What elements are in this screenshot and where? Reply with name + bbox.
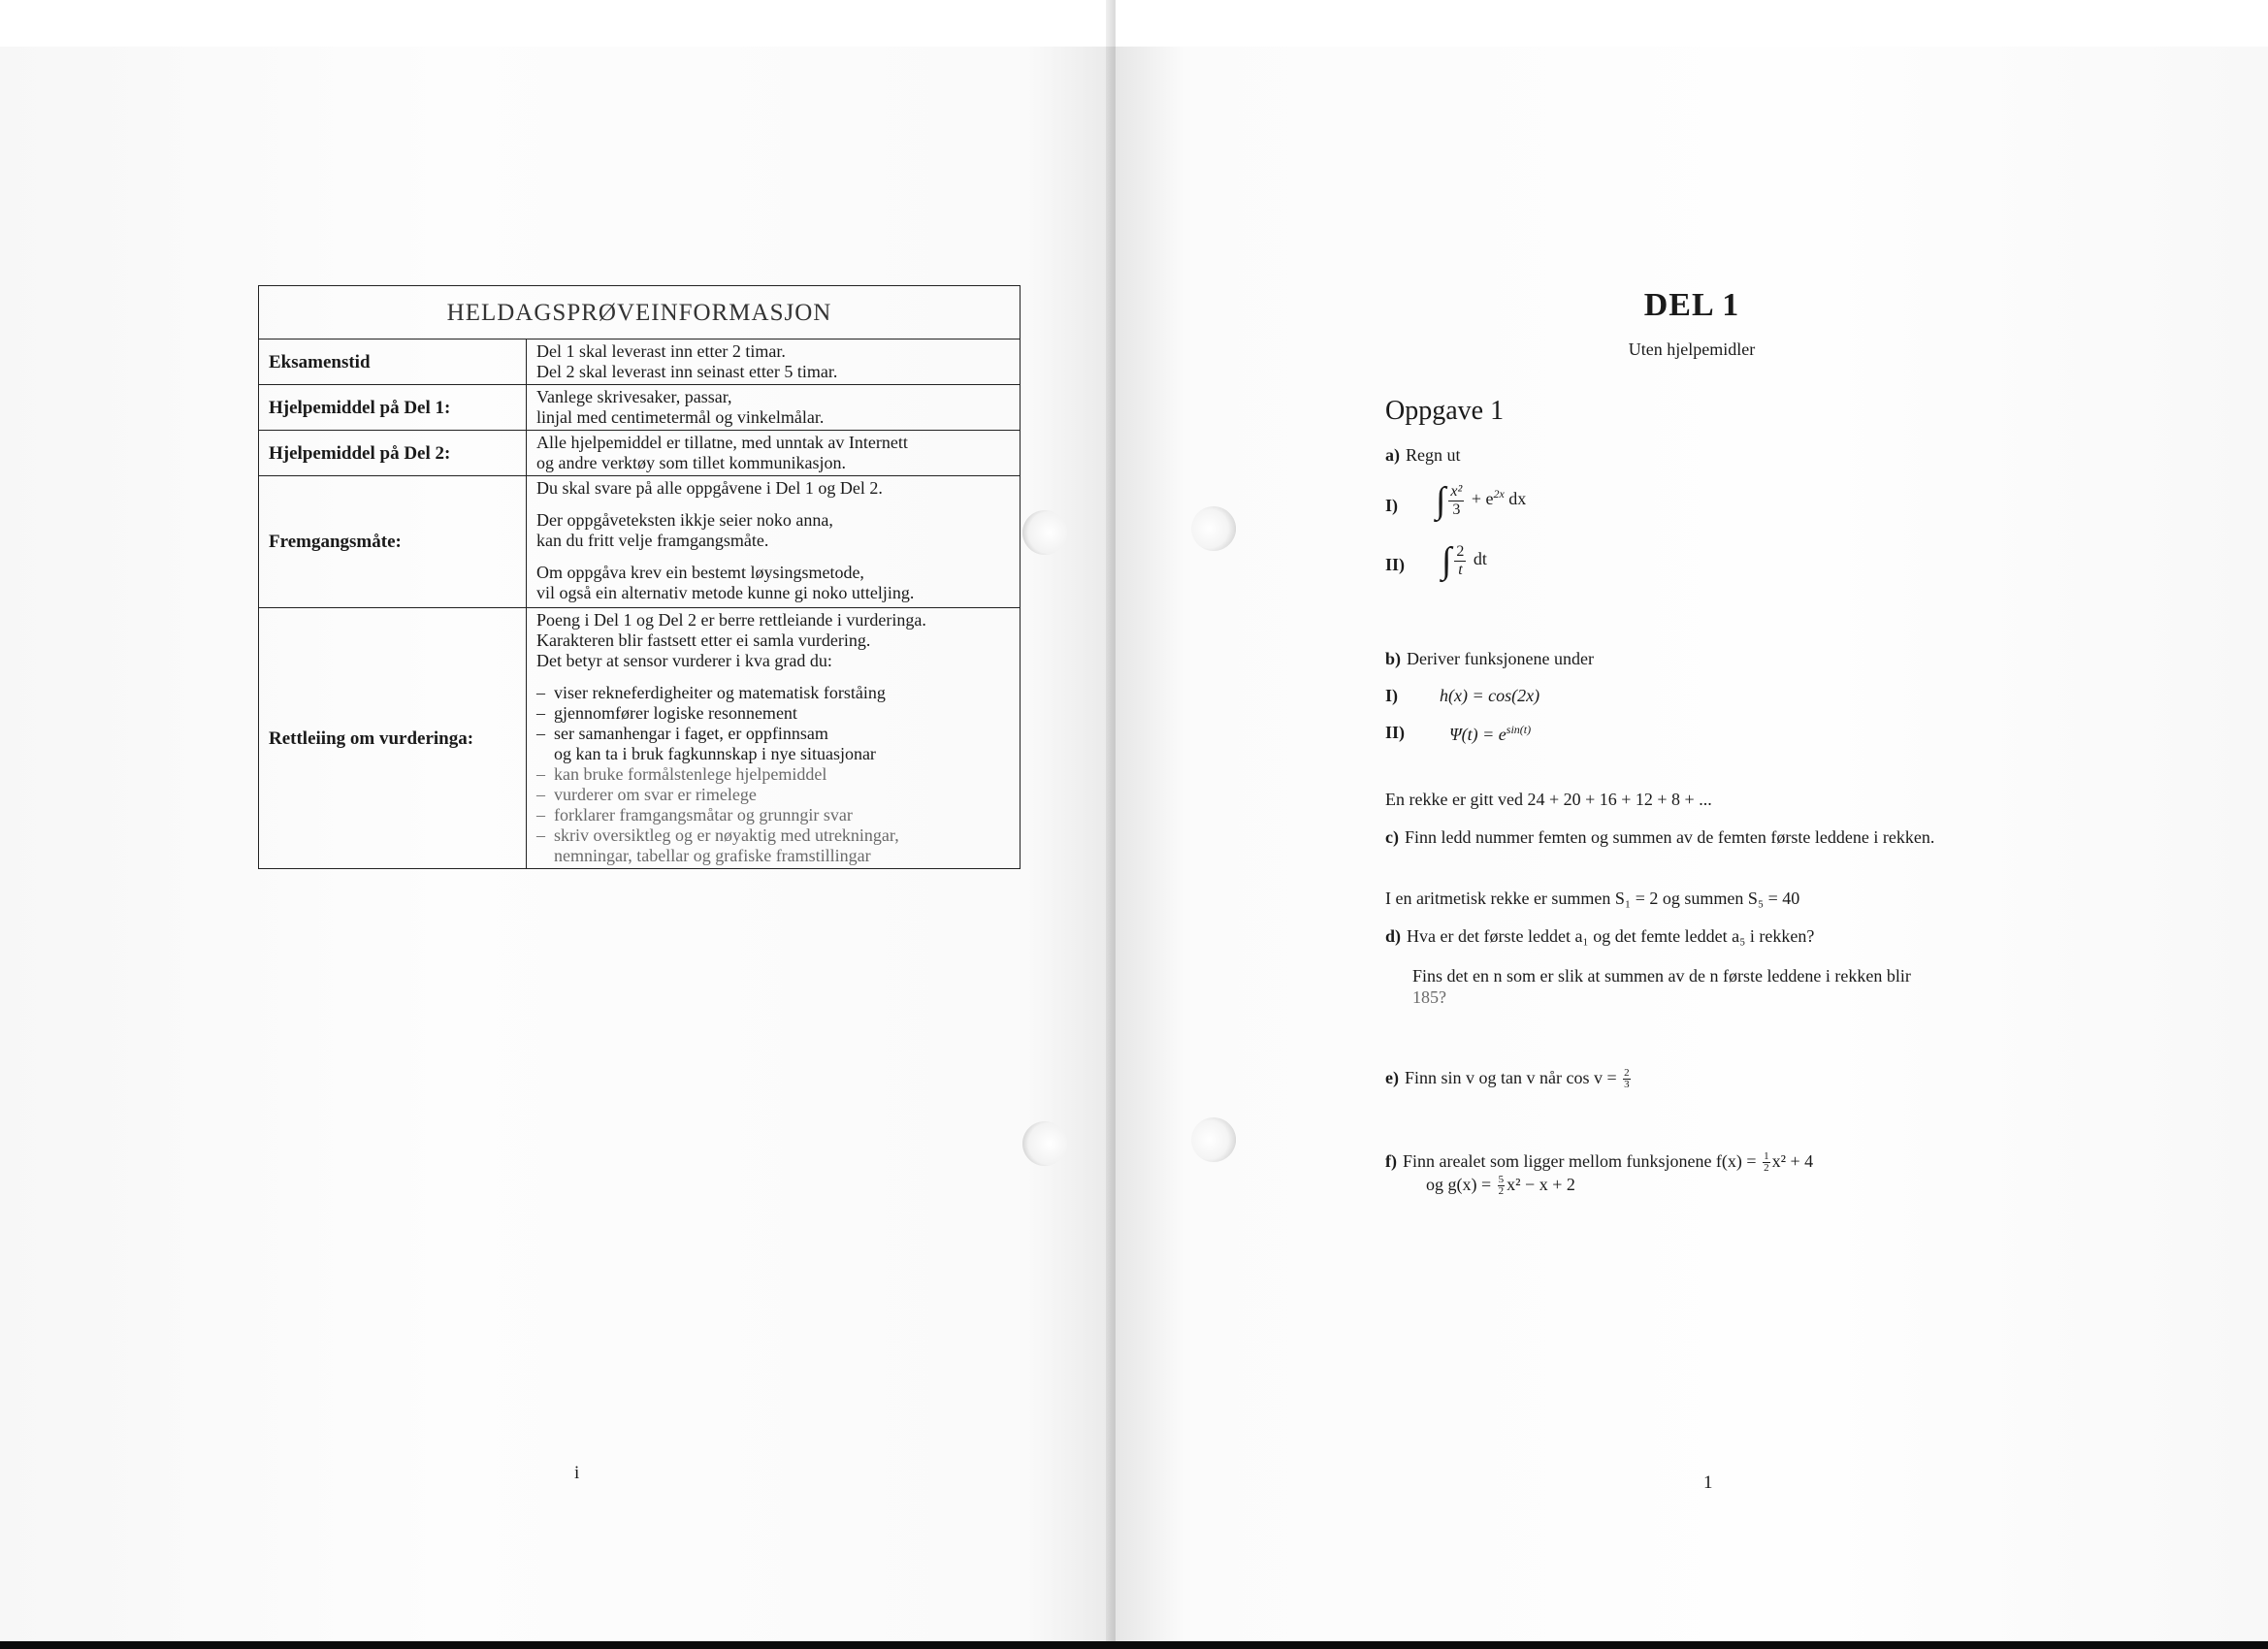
list-item: – skriv oversiktleg og er nøyaktig med utrekningar,: [536, 825, 899, 845]
expr-term: x² − x + 2: [1507, 1175, 1575, 1194]
question-text: Finn ledd nummer femten og summen av de femten første leddene i rekken.: [1404, 827, 1935, 847]
text-line: Vanlege skrivesaker, passar,: [536, 387, 732, 406]
question-b: [1385, 648, 1594, 669]
table-row: [259, 340, 1021, 385]
exponent: sin(t): [1506, 723, 1532, 736]
row-value: [527, 608, 1021, 869]
right-page: [1116, 0, 2268, 1649]
arithmetic-intro: I en aritmetisk rekke er summen S₁ = 2 og summen S₅ = 40: [1385, 889, 1800, 908]
integral-expression-2: ∫ $\frac{2}{t}$ dt: [1442, 540, 1487, 581]
row-value: [527, 385, 1021, 431]
scan-bottom-edge: [0, 1641, 2268, 1649]
text-line: vil også ein alternativ metode kunne gi noko utteljing.: [536, 583, 915, 602]
differential: dt: [1473, 549, 1487, 569]
text-line: Du skal svare på alle oppgåvene i Del 1 og Del 2.: [536, 478, 883, 498]
integral-expression-1: ∫ $\frac{\text{x²}}{3}$ + $e^{2x}$ dx: [1436, 480, 1527, 521]
question-text: Regn ut: [1406, 445, 1461, 465]
table-row: [259, 476, 1021, 608]
list-item: – viser rekneferdigheiter og matematisk forståing: [536, 683, 886, 702]
text-line: linjal med centimetermål og vinkelmålar.: [536, 407, 825, 427]
fraction-numerator: 2: [1624, 1067, 1630, 1080]
list-item: – forklarer framgangsmåtar og grunngir svar: [536, 805, 853, 824]
fraction-denominator: 2: [1498, 1185, 1505, 1198]
series-intro: En rekke er gitt ved 24 + 20 + 16 + 12 + 8 + ...: [1385, 790, 1712, 809]
fraction-denominator: 3: [1452, 501, 1461, 518]
paragraph: [536, 510, 1010, 551]
exponent: 2x: [1493, 487, 1505, 501]
table-row: [259, 608, 1021, 869]
text-line: Der oppgåveteksten ikkje seier noko anna,: [536, 510, 833, 530]
subtask-label: I): [1385, 496, 1398, 515]
question-d: [1385, 925, 1814, 947]
question-text: Finn sin v og tan v når cos v =: [1404, 1068, 1617, 1087]
expr-term: og g(x) =: [1426, 1175, 1492, 1194]
text-line: Karakteren blir fastsett etter ei samla vurdering.: [536, 630, 871, 650]
question-text: Deriver funksjonene under: [1407, 649, 1594, 668]
fraction-denominator: 3: [1624, 1079, 1630, 1091]
text-line: og andre verktøy som tillet kommunikasjon.: [536, 453, 846, 472]
text-line: Om oppgåva krev ein bestemt løysingsmetode,: [536, 563, 864, 582]
scan-top-margin: [1116, 0, 2268, 47]
page-number: i: [574, 1463, 580, 1483]
punch-hole: [1022, 510, 1067, 555]
subtask-label: I): [1385, 686, 1398, 705]
punch-hole: [1022, 1121, 1067, 1166]
row-label: Rettleiing om vurderinga:: [259, 608, 527, 869]
question-f-cont: [1426, 1174, 1575, 1197]
question-c: [1385, 826, 1934, 848]
exam-info-table: [258, 285, 1021, 869]
row-label: Hjelpemiddel på Del 2:: [259, 431, 527, 476]
section-subtitle: Uten hjelpemidler: [1628, 340, 1756, 359]
fraction-numerator: 1: [1764, 1150, 1769, 1163]
left-page: [0, 0, 1116, 1649]
question-d-followup-cont: 185?: [1412, 987, 1446, 1007]
expr-term: Ψ(t) = e: [1449, 725, 1507, 744]
question-label: a): [1385, 445, 1400, 465]
list-item: – gjennomfører logiske resonnement: [536, 703, 797, 723]
paragraph: [536, 478, 1010, 499]
subtask-label: II): [1385, 723, 1406, 742]
question-e: [1385, 1067, 1633, 1090]
row-label: Hjelpemiddel på Del 1:: [259, 385, 527, 431]
row-value: [527, 340, 1021, 385]
question-label: b): [1385, 649, 1402, 668]
row-label: Eksamenstid: [259, 340, 527, 385]
fraction-numerator: 5: [1498, 1174, 1505, 1186]
table-row: [259, 385, 1021, 431]
page-number: 1: [1703, 1472, 1713, 1493]
question-a: [1385, 444, 1461, 466]
list-item: nemningar, tabellar og grafiske framstillingar: [554, 846, 871, 865]
list-item: – vurderer om svar er rimelege: [536, 785, 757, 804]
list-item: og kan ta i bruk fagkunnskap i nye situasjonar: [554, 744, 876, 763]
text-line: kan du fritt velje framgangsmåte.: [536, 531, 769, 550]
punch-hole: [1191, 1117, 1236, 1162]
text-line: Poeng i Del 1 og Del 2 er berre rettleiande i vurderinga.: [536, 610, 926, 630]
differential: dx: [1508, 489, 1527, 509]
question-label: c): [1385, 827, 1399, 847]
question-text: Hva er det første leddet a₁ og det femte leddet a₅ i rekken?: [1407, 926, 1815, 946]
scan-top-margin: [0, 0, 1116, 47]
fraction-denominator: t: [1458, 561, 1463, 578]
criteria-list: [536, 683, 1010, 866]
fraction-numerator: x²: [1450, 482, 1463, 500]
function-expression-1: h(x) = cos(2x): [1440, 686, 1540, 705]
function-expression-2: [1449, 723, 1531, 745]
paragraph: [536, 610, 1010, 671]
table-title: HELDAGSPRØVEINFORMASJON: [259, 286, 1021, 340]
question-label: f): [1385, 1151, 1397, 1171]
row-value: [527, 431, 1021, 476]
question-label: d): [1385, 926, 1402, 946]
section-title: DEL 1: [1643, 287, 1740, 323]
text-line: Alle hjelpemiddel er tillatne, med unntak av Internett: [536, 433, 908, 452]
question-d-followup: Fins det en n som er slik at summen av de n første leddene i rekken blir: [1412, 966, 1911, 986]
row-label: Fremgangsmåte:: [259, 476, 527, 608]
fraction-denominator: 2: [1764, 1162, 1769, 1175]
punch-hole: [1191, 506, 1236, 551]
question-label: e): [1385, 1068, 1399, 1087]
text-line: Del 1 skal leverast inn etter 2 timar.: [536, 341, 786, 361]
table-row: [259, 431, 1021, 476]
text-line: Del 2 skal leverast inn seinast etter 5 timar.: [536, 362, 838, 381]
subtask-label: II): [1385, 555, 1406, 574]
task-heading: Oppgave 1: [1385, 396, 1505, 426]
question-f: [1385, 1150, 1813, 1174]
text-line: Det betyr at sensor vurderer i kva grad du:: [536, 651, 832, 670]
row-value: [527, 476, 1021, 608]
expr-term: + e: [1471, 489, 1494, 509]
question-text: Finn arealet som ligger mellom funksjonene f(x) =: [1403, 1151, 1757, 1171]
paragraph: [536, 563, 1010, 603]
list-item: – kan bruke formålstenlege hjelpemiddel: [536, 764, 827, 784]
list-item: – ser samanhengar i faget, er oppfinnsam: [536, 724, 828, 743]
expr-term: x² + 4: [1771, 1151, 1814, 1171]
fraction-numerator: 2: [1456, 542, 1465, 560]
